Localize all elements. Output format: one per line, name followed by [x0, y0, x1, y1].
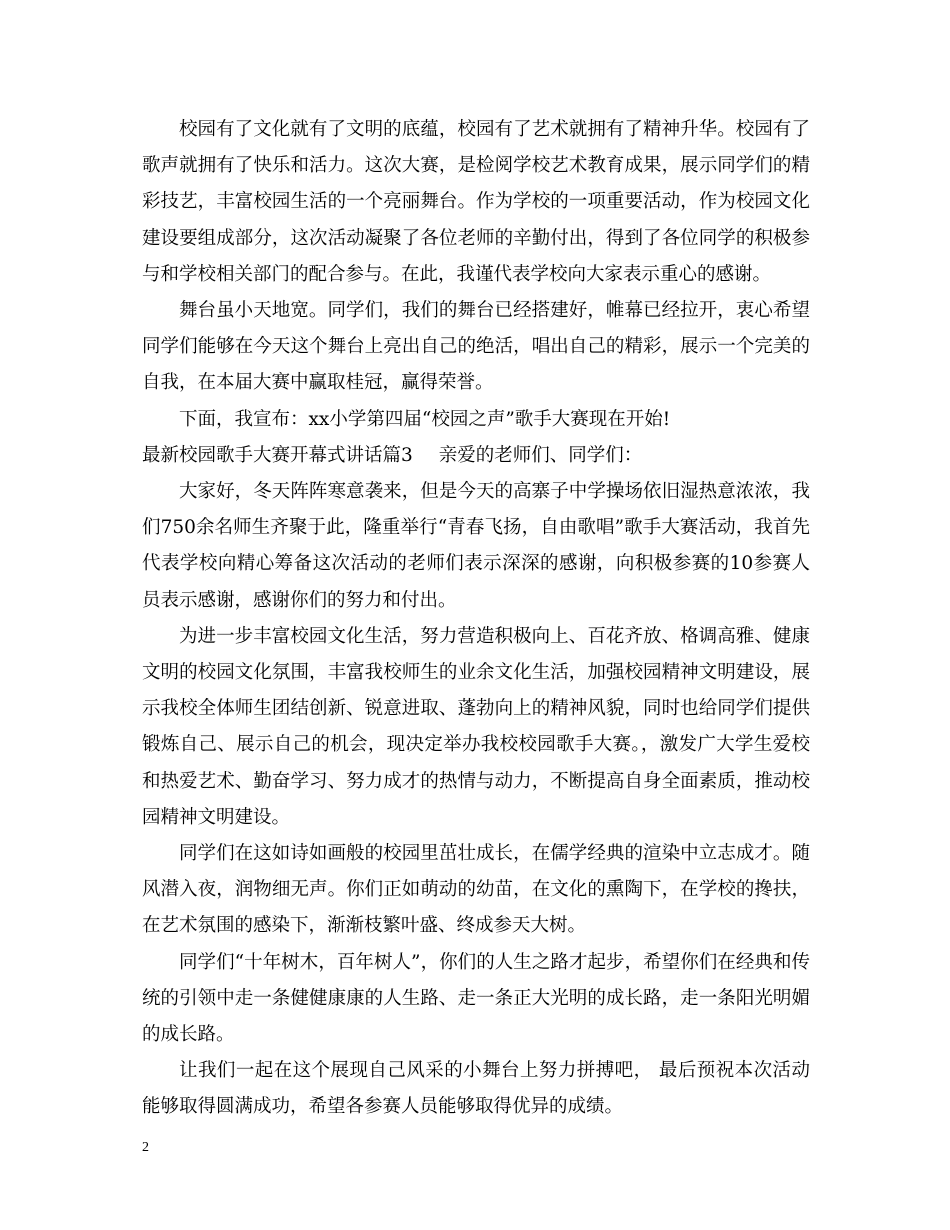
paragraph: 大家好，冬天阵阵寒意袭来，但是今天的高寨子中学操场依旧湿热意浓浓，我们750余名师生齐聚于此，隆重举行“青春飞扬，自由歌唱”歌手大赛活动，我首先代表学校向精心筹备这次活动的老师们表示深深的感谢，向积极参赛的10参赛人员表示感谢，感谢你们的努力和付出。: [142, 481, 810, 611]
document-body: [142, 112, 810, 1126]
paragraph: 同学们在这如诗如画般的校园里茁壮成长，在儒学经典的渲染中立志成才。随风潜入夜，润物细无声。你们正如萌动的幼苗，在文化的熏陶下，在学校的搀扶，在艺术氛围的感染下，渐渐枝繁叶盛、终成参天大树。: [142, 843, 810, 937]
paragraph: 校园有了文化就有了文明的底蕴，校园有了艺术就拥有了精神升华。校园有了歌声就拥有了快乐和活力。这次大赛，是检阅学校艺术教育成果，展示同学们的精彩技艺，丰富校园生活的一个亮丽舞台。作为学校的一项重要活动，作为校园文化建设要组成部分，这次活动凝聚了各位老师的辛勤付出，得到了各位同学的积极参与和学校相关部门的配合参与。在此，我谨代表学校向大家表示重心的感谢。: [142, 119, 810, 285]
paragraph: 同学们“十年树木，百年树人”，你们的人生之路才起步，希望你们在经典和传统的引领中走一条健健康康的人生路、走一条正大光明的成长路，走一条阳光明媚的成长路。: [142, 951, 810, 1046]
section-heading-line: [142, 438, 810, 474]
paragraph: 为进一步丰富校园文化生活，努力营造积极向上、百花齐放、格调高雅、健康文明的校园文化氛围，丰富我校师生的业余文化生活，加强校园精神文明建设，展示我校全体师生团结创新、锐意进取、蓬勃向上的精神风貌，同时也给同学们提供锻炼自己、展示自己的机会，现决定举办我校校园歌手大赛。，激发广大学生爱校和热爱艺术、勤奋学习、努力成才的热情与动力，不断提高自身全面素质，推动校园精神文明建设。: [142, 625, 810, 828]
section-title: 最新校园歌手大赛开幕式讲话篇3: [142, 444, 413, 466]
paragraph: 下面，我宣布：xx小学第四届“校园之声”歌手大赛现在开始!: [179, 408, 671, 430]
salutation: 亲爱的老师们、同学们：: [438, 444, 643, 466]
paragraph: 让我们一起在这个展现自己风采的小舞台上努力拼搏吧， 最后预祝本次活动能够取得圆满成功，希望各参赛人员能够取得优异的成绩。: [142, 1060, 810, 1118]
page-number: 2: [142, 1140, 149, 1155]
paragraph: 舞台虽小天地宽。同学们，我们的舞台已经搭建好，帷幕已经拉开，衷心希望同学们能够在今天这个舞台上亮出自己的绝活，唱出自己的精彩，展示一个完美的自我，在本届大赛中赢取桂冠，赢得荣誉。: [142, 300, 810, 394]
